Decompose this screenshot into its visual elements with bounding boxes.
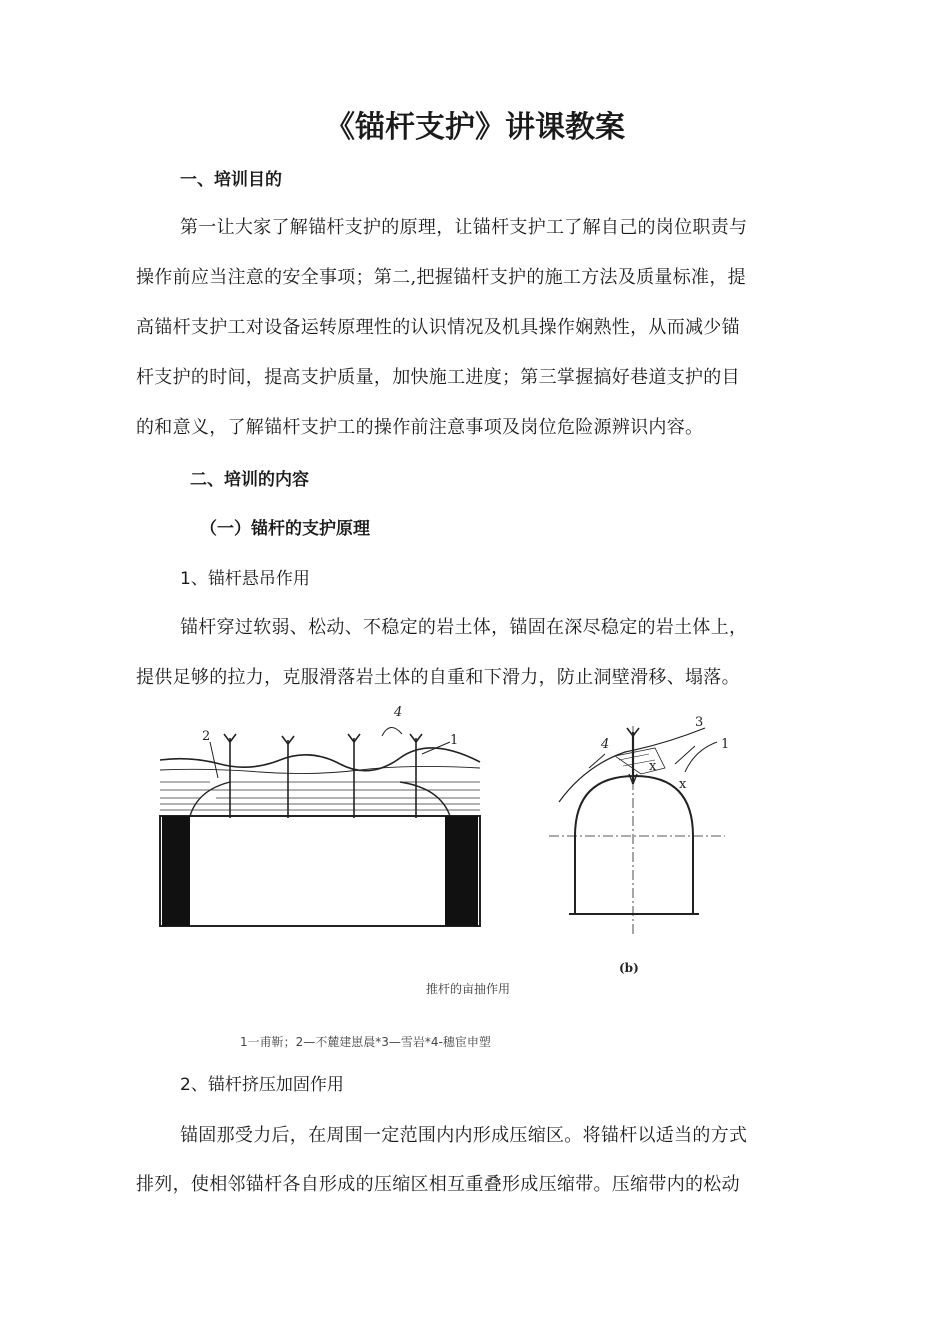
- paragraph-line: 杆支护的时间，提高支护质量，加快施工进度；第三掌握搞好巷道支护的目: [136, 367, 740, 388]
- figure-caption: 推杆的亩抽作用: [426, 982, 511, 996]
- figure-label: 1: [450, 733, 459, 748]
- figure-label: 2: [202, 729, 211, 744]
- paragraph-line: 锚固那受力后，在周围一定范围内内形成压缩区。将锚杆以适当的方式: [180, 1125, 748, 1146]
- paragraph-line: 排列，使相邻锚杆各自形成的压缩区相互重叠形成压缩带。压缩带内的松动: [136, 1174, 740, 1195]
- item-title-suspension: 1、锚杆悬吊作用: [180, 569, 310, 589]
- paragraph-line: 操作前应当注意的安全事项；第二,把握锚杆支护的施工方法及质量标准，提: [136, 267, 746, 288]
- figure-label: x: [649, 759, 657, 774]
- item-title-compression: 2、锚杆挤压加固作用: [180, 1075, 344, 1095]
- paragraph-line: 高锚杆支护工对设备运转原理性的认识情况及机具操作娴熟性，从而减少锚: [136, 317, 740, 338]
- section-heading-training-goal: 一、培训目的: [180, 170, 282, 190]
- figure-label: 4: [601, 737, 610, 752]
- section-heading-training-content: 二、培训的内容: [190, 470, 309, 490]
- page-title: 《锚杆支护》讲课教案: [325, 110, 625, 145]
- paragraph-line: 的和意义，了解锚杆支护工的操作前注意事项及岗位危险源辨识内容。: [136, 417, 704, 438]
- paragraph-line: 第一让大家了解锚杆支护的原理，让锚杆支护工了解自己的岗位职责与: [180, 217, 748, 238]
- figure-label: 4: [394, 705, 403, 720]
- figure-label: 1: [721, 737, 730, 752]
- figure-suspension-left: [150, 698, 490, 938]
- figure-label: x: [679, 777, 687, 792]
- paragraph-line: 锚杆穿过软弱、松动、不稳定的岩土体，锚固在深尽稳定的岩土体上，: [180, 617, 748, 638]
- subsection-heading-principle: （一）锚杆的支护原理: [200, 519, 370, 539]
- figure-suspension-right: [545, 706, 775, 986]
- figure-legend: 1一甫靳；2—不麓建崽晨*3—雪岩*4-穗宦申塑: [240, 1035, 491, 1049]
- paragraph-line: 提供足够的拉力，克服滑落岩土体的自重和下滑力，防止洞壁滑移、塌落。: [136, 667, 740, 688]
- figure-label: (b): [619, 961, 639, 975]
- figure-label: 3: [695, 715, 704, 730]
